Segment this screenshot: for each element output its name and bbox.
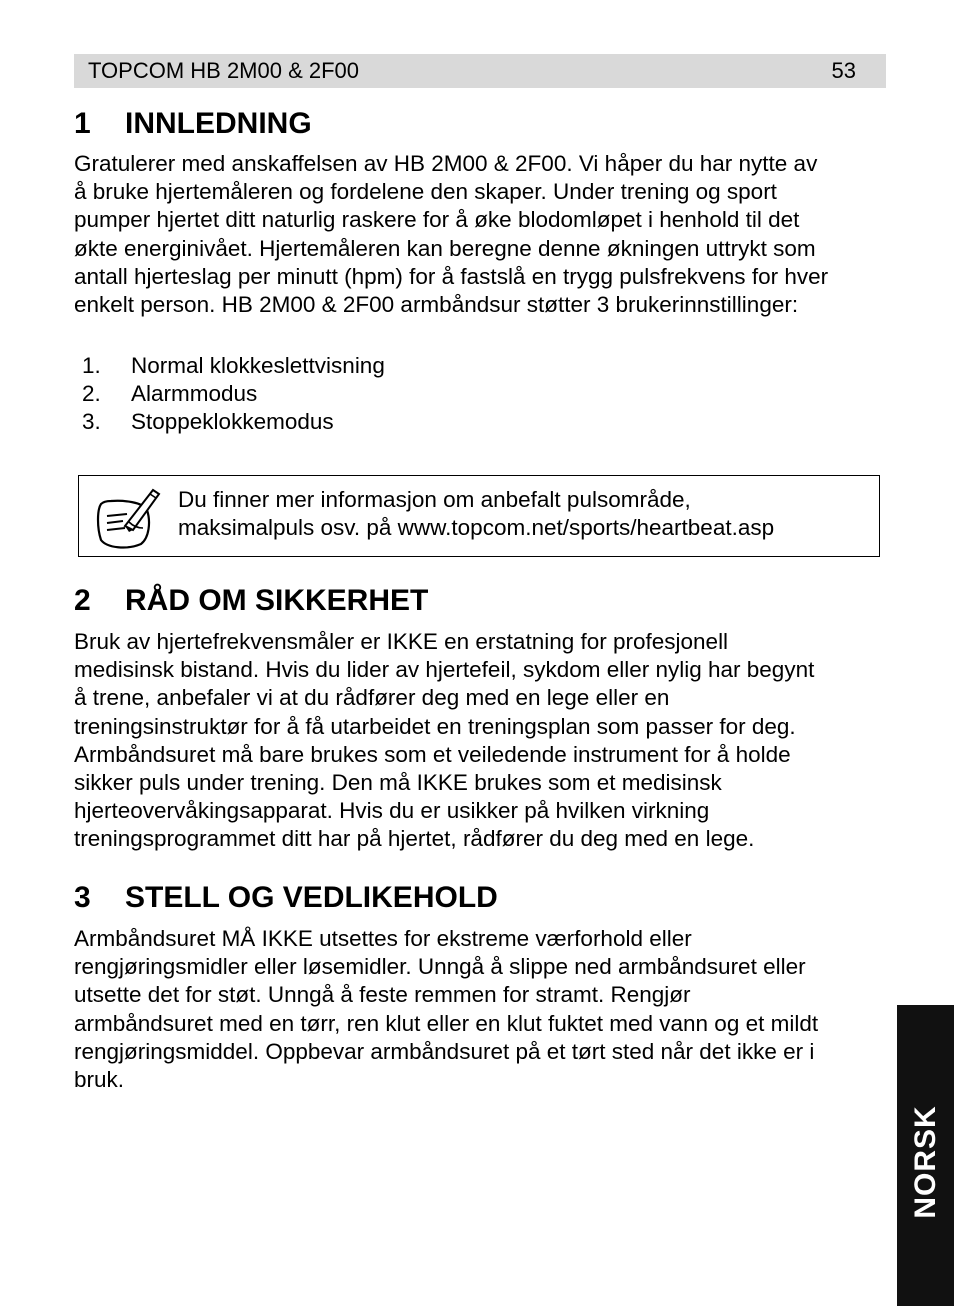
text-line: sikker puls under trening. Den må IKKE brukes som et medisinsk [74,770,722,796]
section-1-paragraph [74,150,886,319]
list-index: 1. [82,353,101,378]
list-text: Stoppeklokkemodus [131,409,334,434]
list-item [82,408,385,436]
text-line: Armbåndsuret MÅ IKKE utsettes for ekstreme værforhold eller [74,926,692,951]
section-title: RÅD OM SIKKERHET [125,584,429,617]
info-note-box [78,475,880,557]
list-item [82,380,385,408]
text-line: rengjøringsmiddel. Oppbevar armbåndsuret på et tørt sted når det ikke er i [74,1038,815,1064]
page-header [74,54,886,88]
text-line: å bruke hjertemåleren og fordelene den skaper. Under trening og sport [74,179,777,205]
text-line: å trene, anbefaler vi at du rådfører deg med en lege eller en [74,685,670,711]
text-line: utsette det for støt. Unngå å feste remmen for stramt. Rengjør [74,982,691,1008]
list-index: 2. [82,381,101,406]
text-line: Bruk av hjertefrekvensmåler er IKKE en erstatning for profesjonell [74,629,729,654]
text-line: økte energinivået. Hjertemåleren kan beregne denne økningen uttrykt som [74,235,816,261]
section-number: 2 [74,584,91,617]
section-number: 3 [74,881,91,914]
text-line: medisinsk bistand. Hvis du lider av hjertefeil, sykdom eller nylig har begynt [74,657,815,683]
text-line: enkelt person. HB 2M00 & 2F00 armbåndsur støtter 3 brukerinnstillinger: [74,292,799,318]
note-text [178,486,774,542]
list-item [82,352,385,380]
language-tab-label: NORSK [908,1104,942,1219]
language-tab [897,1005,954,1306]
note-line: Du finner mer informasjon om anbefalt pulsområde, [178,487,691,512]
section-title: INNLEDNING [125,107,312,140]
list-text: Normal klokkeslettvisning [131,353,385,378]
text-line: treningsinstruktør for å få utarbeidet en treningsplan som passer for deg. [74,713,796,739]
note-line: maksimalpuls osv. på www.topcom.net/sports/heartbeat.asp [178,515,775,540]
text-line: hjerteovervåkingsapparat. Hvis du er usikker på hvilken virkning [74,798,710,824]
section-heading-3 [74,880,498,916]
section-3-paragraph [74,925,886,1094]
text-line: bruk. [74,1067,125,1093]
text-line: Armbåndsuret må bare brukes som et veiledende instrument for å holde [74,741,791,767]
text-line: rengjøringsmidler eller løsemidler. Unngå å slippe ned armbåndsuret eller [74,954,806,980]
text-line: Gratulerer med anskaffelsen av HB 2M00 & 2F00. Vi håper du har nytte av [74,151,818,176]
note-pencil-icon [93,482,163,554]
section-heading-1 [74,106,312,142]
text-line: pumper hjertet ditt naturlig raskere for å øke blodomløpet i henhold til det [74,207,800,233]
header-title: TOPCOM HB 2M00 & 2F00 [88,58,360,83]
list-index: 3. [82,409,101,434]
text-line: treningsprogrammet ditt har på hjertet, rådfører du deg med en lege. [74,826,755,852]
text-line: antall hjerteslag per minutt (hpm) for å fastslå en trygg pulsfrekvens for hver [74,263,829,289]
page-number: 53 [831,58,856,83]
list-text: Alarmmodus [131,381,258,406]
text-line: armbåndsuret med en tørr, ren klut eller en klut fuktet med vann og et mildt [74,1010,819,1036]
section-2-paragraph [74,628,886,854]
mode-list [82,352,385,436]
section-title: STELL OG VEDLIKEHOLD [125,881,498,914]
section-heading-2 [74,583,428,619]
section-number: 1 [74,107,91,140]
